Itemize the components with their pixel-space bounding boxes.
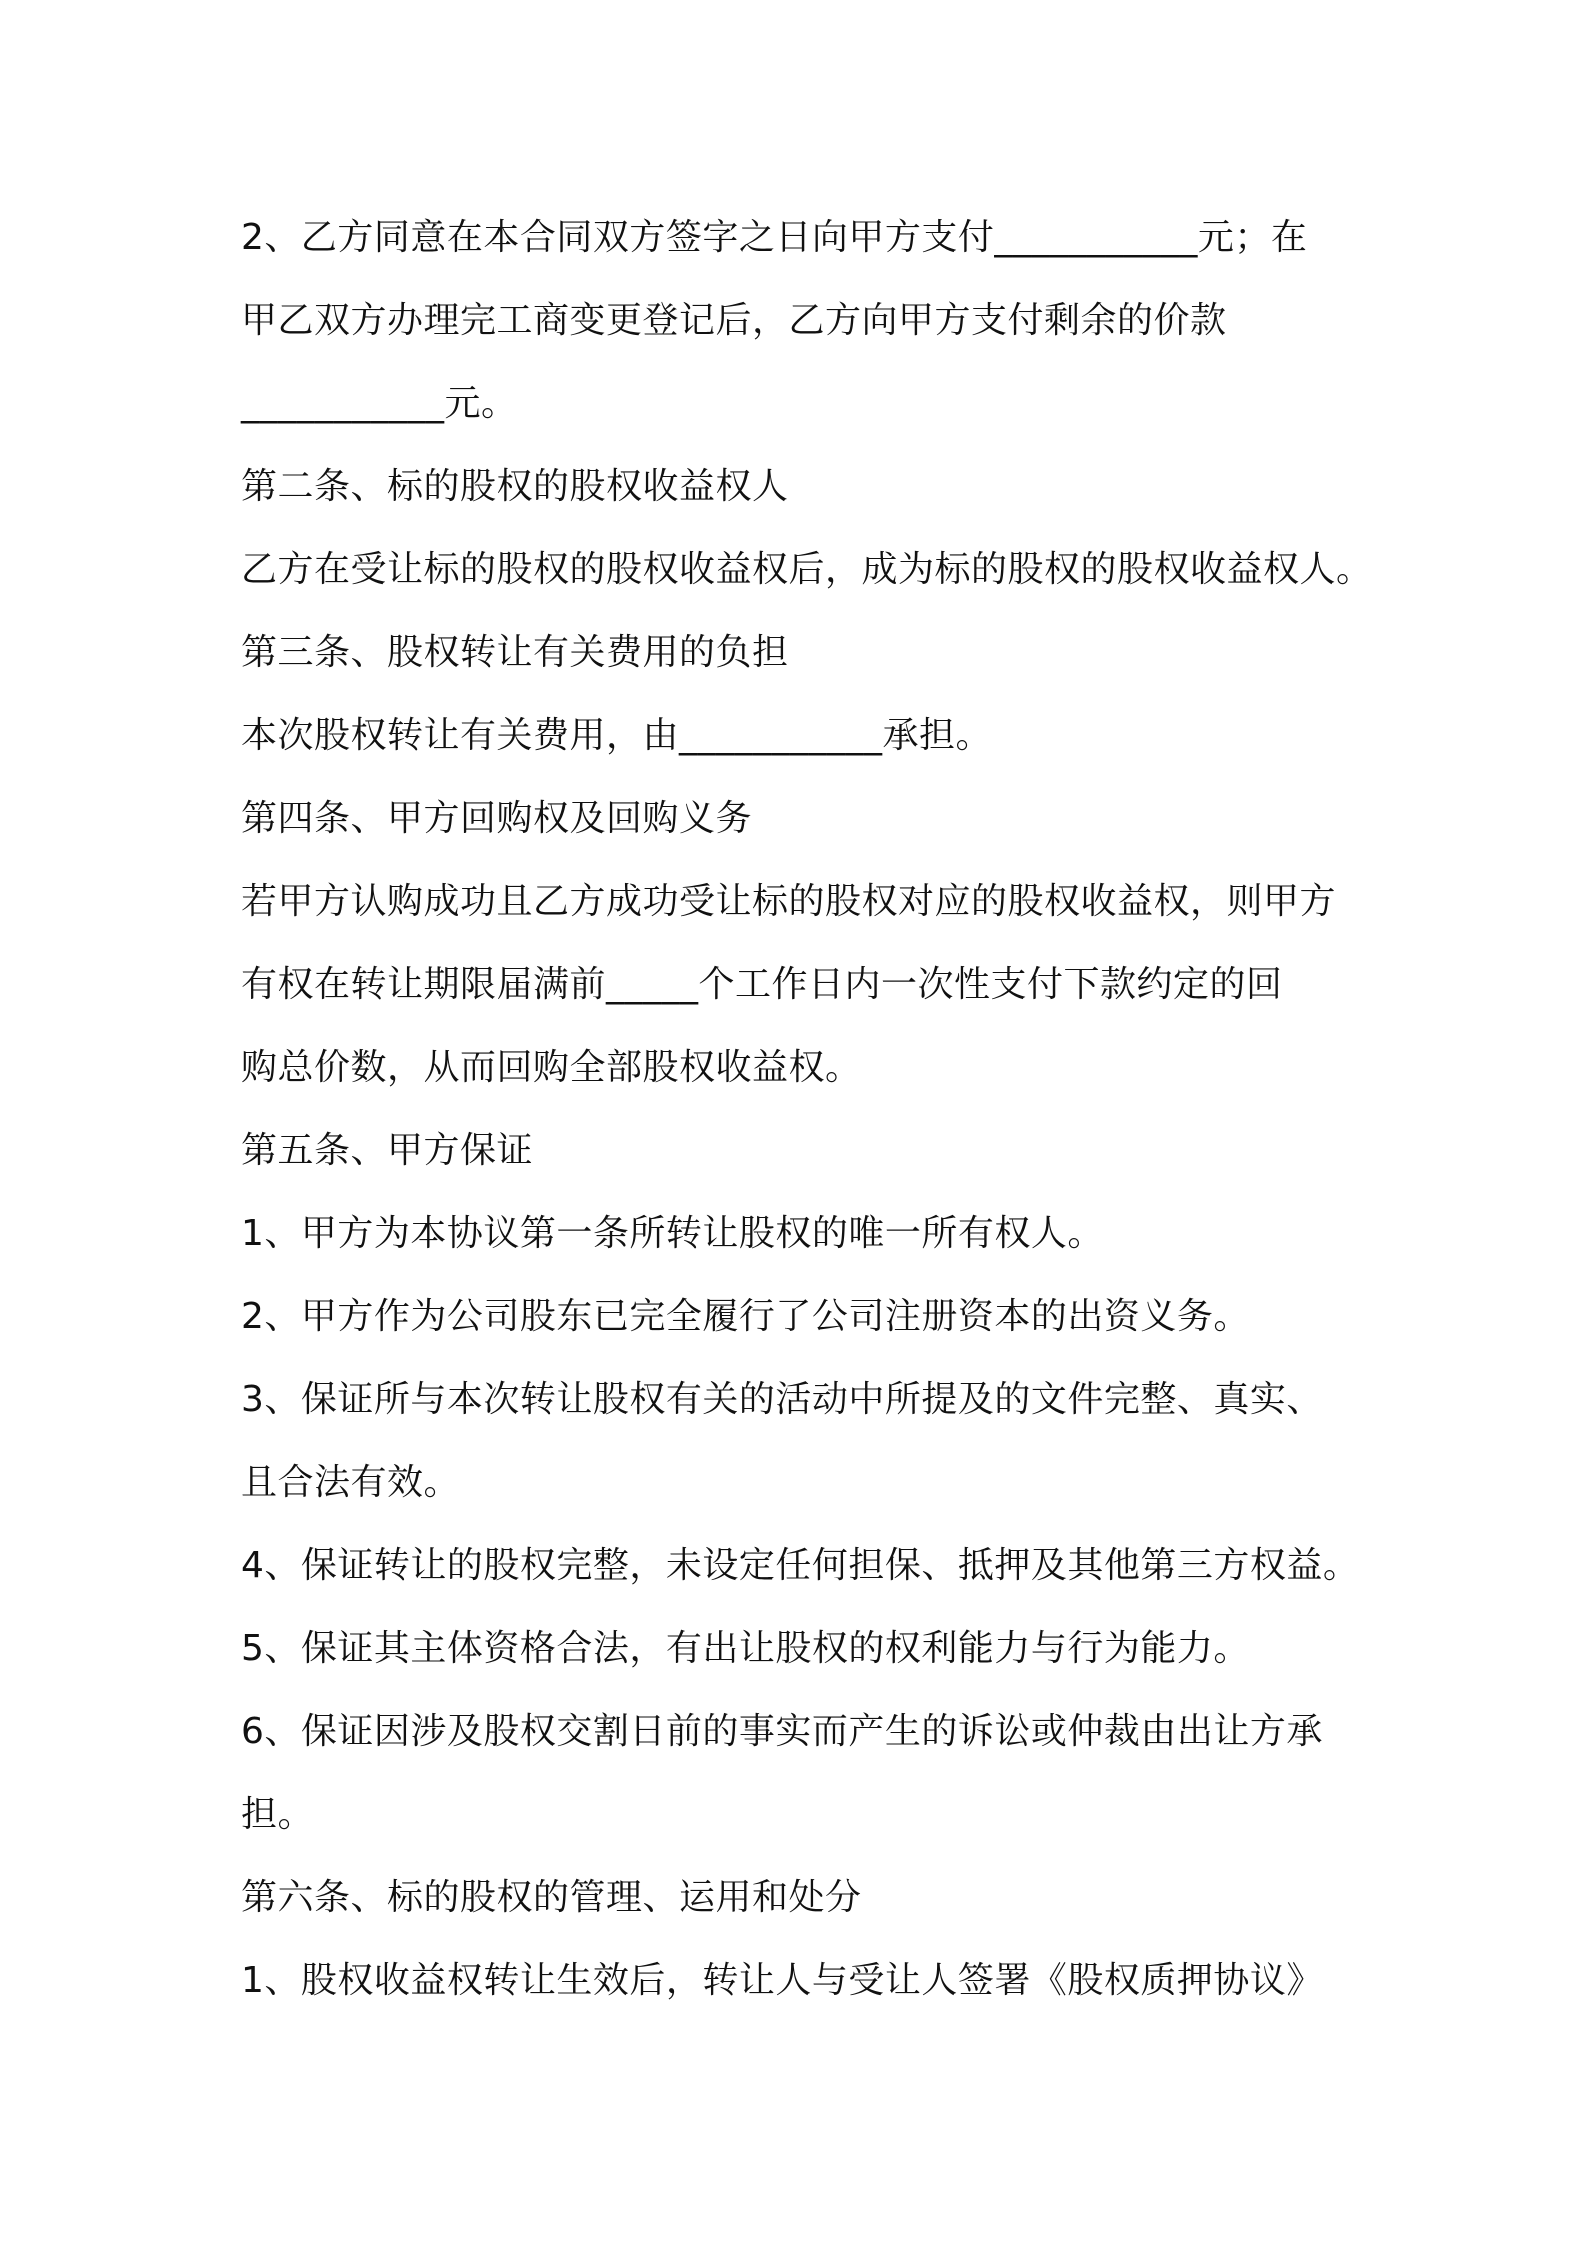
clause-2-heading: 第二条、标的股权的股权收益权人	[241, 466, 789, 507]
document-body	[241, 196, 1391, 2022]
clause-4-text-line-3: 购总价数，从而回购全部股权收益权。	[241, 1047, 862, 1088]
clause-6-heading: 第六条、标的股权的管理、运用和处分	[241, 1877, 862, 1918]
clause-4-text-line-2: 有权在转让期限届满前_____个工作日内一次性支付下款约定的回	[241, 964, 1283, 1005]
clause-4-heading: 第四条、甲方回购权及回购义务	[241, 798, 753, 839]
clause-5-item-5: 5、保证其主体资格合法，有出让股权的权利能力与行为能力。	[241, 1628, 1250, 1669]
clause-3-text: 本次股权转让有关费用，由___________承担。	[241, 715, 993, 756]
clause-5-item-3-line-2: 且合法有效。	[241, 1462, 461, 1503]
clause-1-item-2-line-1: 2、乙方同意在本合同双方签字之日向甲方支付___________元；在	[241, 217, 1308, 258]
clause-5-heading: 第五条、甲方保证	[241, 1130, 534, 1171]
clause-5-item-4: 4、保证转让的股权完整，未设定任何担保、抵押及其他第三方权益。	[241, 1545, 1360, 1586]
clause-5-item-2: 2、甲方作为公司股东已完全履行了公司注册资本的出资义务。	[241, 1296, 1250, 1337]
clause-2-text: 乙方在受让标的股权的股权收益权后，成为标的股权的股权收益权人。	[241, 549, 1373, 590]
clause-6-item-1: 1、股权收益权转让生效后，转让人与受让人签署《股权质押协议》	[241, 1960, 1323, 2001]
clause-5-item-6-line-1: 6、保证因涉及股权交割日前的事实而产生的诉讼或仲裁由出让方承	[241, 1711, 1323, 1752]
clause-1-item-2-line-2: 甲乙双方办理完工商变更登记后，乙方向甲方支付剩余的价款	[241, 300, 1227, 341]
clause-4-text-line-1: 若甲方认购成功且乙方成功受让标的股权对应的股权收益权，则甲方	[241, 881, 1337, 922]
clause-5-item-1: 1、甲方为本协议第一条所转让股权的唯一所有权人。	[241, 1213, 1104, 1254]
clause-5-item-6-line-2: 担。	[241, 1794, 315, 1835]
clause-3-heading: 第三条、股权转让有关费用的负担	[241, 632, 789, 673]
clause-5-item-3-line-1: 3、保证所与本次转让股权有关的活动中所提及的文件完整、真实、	[241, 1379, 1323, 1420]
clause-1-item-2-line-3: ___________元。	[241, 383, 518, 424]
